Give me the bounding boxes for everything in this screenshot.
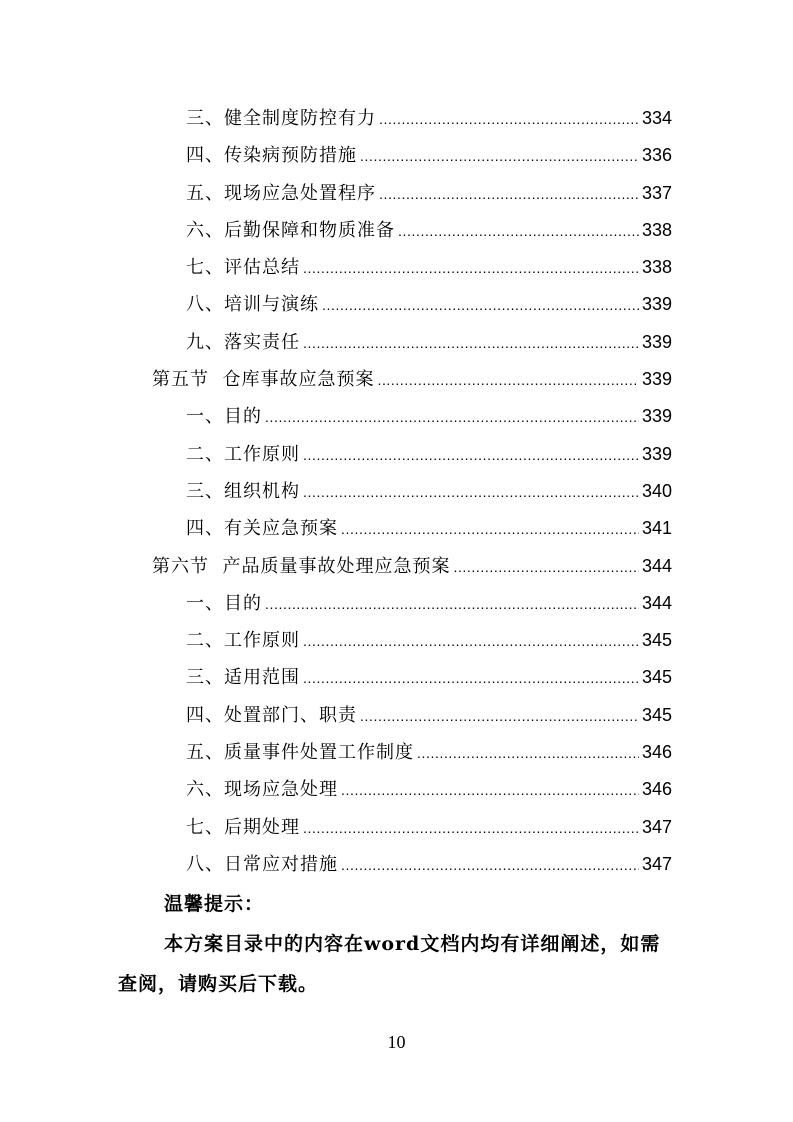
toc-entry-title: 三、组织机构 (186, 480, 300, 502)
toc-entry-title: 四、处置部门、职责 (186, 704, 357, 726)
toc-subsection-entry[interactable] (0, 212, 793, 249)
toc-entry-page: 345 (641, 630, 672, 651)
toc-entry-page: 337 (641, 182, 672, 203)
toc-entry-page: 338 (641, 257, 672, 278)
toc-dot-leader (303, 660, 639, 697)
toc-entry-title: 九、落实责任 (186, 331, 300, 353)
toc-entry-page: 339 (641, 443, 672, 464)
toc-subsection-entry[interactable] (0, 324, 793, 361)
toc-subsection-entry[interactable] (0, 175, 793, 212)
table-of-contents (0, 100, 793, 883)
toc-entry-title: 一、目的 (186, 406, 262, 428)
toc-subsection-entry[interactable] (0, 137, 793, 174)
toc-entry-page: 336 (641, 145, 672, 166)
toc-dot-leader (379, 101, 639, 138)
toc-subsection-entry[interactable] (0, 809, 793, 846)
toc-entry-title: 四、有关应急预案 (186, 518, 338, 540)
toc-dot-leader (377, 362, 639, 399)
toc-entry-title: 三、健全制度防控有力 (186, 108, 376, 129)
toc-subsection-entry[interactable] (0, 846, 793, 883)
toc-subsection-entry[interactable] (0, 510, 793, 547)
toc-dot-leader (341, 511, 639, 548)
toc-subsection-entry[interactable] (0, 436, 793, 473)
toc-dot-leader (265, 586, 639, 623)
toc-section-entry[interactable] (0, 548, 793, 585)
toc-entry-page: 346 (641, 779, 672, 800)
toc-dot-leader (303, 474, 639, 511)
toc-dot-leader (303, 810, 639, 847)
toc-subsection-entry[interactable] (0, 697, 793, 734)
toc-entry-title: 三、适用范围 (186, 667, 300, 689)
toc-dot-leader (341, 847, 639, 884)
toc-entry-page: 344 (641, 592, 672, 613)
toc-section-entry[interactable] (0, 361, 793, 398)
toc-dot-leader (303, 437, 639, 474)
toc-subsection-entry[interactable] (0, 100, 793, 137)
toc-dot-leader (265, 399, 639, 436)
toc-entry-title: 六、现场应急处理 (186, 779, 338, 801)
toc-entry-page: 334 (641, 108, 672, 128)
toc-entry-title: 第五节 仓库事故应急预案 (152, 369, 375, 391)
toc-entry-title: 七、评估总结 (186, 257, 300, 279)
toc-dot-leader (341, 772, 639, 809)
toc-dot-leader (379, 176, 639, 213)
toc-entry-title: 一、目的 (186, 592, 262, 614)
toc-entry-page: 345 (641, 704, 672, 725)
toc-dot-leader (303, 623, 639, 660)
toc-entry-page: 339 (641, 406, 672, 427)
tip-title: 温馨提示： (164, 893, 265, 915)
toc-entry-title: 二、工作原则 (186, 443, 300, 465)
toc-entry-title: 八、培训与演练 (186, 294, 319, 316)
toc-subsection-entry[interactable] (0, 585, 793, 622)
toc-subsection-entry[interactable] (0, 398, 793, 435)
toc-entry-page: 338 (641, 219, 672, 240)
toc-entry-page: 339 (641, 294, 672, 315)
toc-subsection-entry[interactable] (0, 286, 793, 323)
tip-body: 本方案目录中的内容在word文档内均有详细阐述，如需查阅，请购买后下载。 (118, 933, 661, 995)
toc-dot-leader (303, 250, 639, 287)
toc-entry-page: 344 (641, 555, 672, 576)
toc-dot-leader (453, 549, 639, 586)
toc-dot-leader (398, 213, 639, 250)
toc-subsection-entry[interactable] (0, 249, 793, 286)
page-number: 10 (387, 1032, 406, 1052)
toc-subsection-entry[interactable] (0, 771, 793, 808)
toc-entry-page: 340 (641, 480, 672, 501)
toc-dot-leader (322, 287, 639, 324)
toc-entry-title: 四、传染病预防措施 (186, 145, 357, 167)
toc-entry-title: 八、日常应对措施 (186, 853, 338, 875)
toc-entry-page: 345 (641, 667, 672, 688)
toc-subsection-entry[interactable] (0, 659, 793, 696)
toc-entry-title: 二、工作原则 (186, 630, 300, 652)
toc-subsection-entry[interactable] (0, 734, 793, 771)
toc-subsection-entry[interactable] (0, 473, 793, 510)
toc-dot-leader (417, 735, 639, 772)
toc-entry-page: 339 (641, 369, 672, 390)
toc-entry-page: 339 (641, 331, 672, 352)
toc-entry-title: 五、质量事件处置工作制度 (186, 742, 414, 764)
toc-dot-leader (360, 698, 639, 735)
toc-dot-leader (303, 325, 639, 362)
toc-entry-title: 第六节 产品质量事故处理应急预案 (152, 555, 451, 577)
toc-entry-page: 347 (641, 816, 672, 837)
toc-dot-leader (360, 138, 639, 175)
toc-entry-title: 六、后勤保障和物质准备 (186, 219, 395, 241)
toc-entry-page: 346 (641, 742, 672, 763)
toc-entry-title: 七、后期处理 (186, 816, 300, 838)
toc-entry-title: 五、现场应急处置程序 (186, 182, 376, 204)
toc-subsection-entry[interactable] (0, 622, 793, 659)
toc-entry-page: 347 (641, 853, 672, 874)
toc-entry-page: 341 (641, 518, 672, 539)
